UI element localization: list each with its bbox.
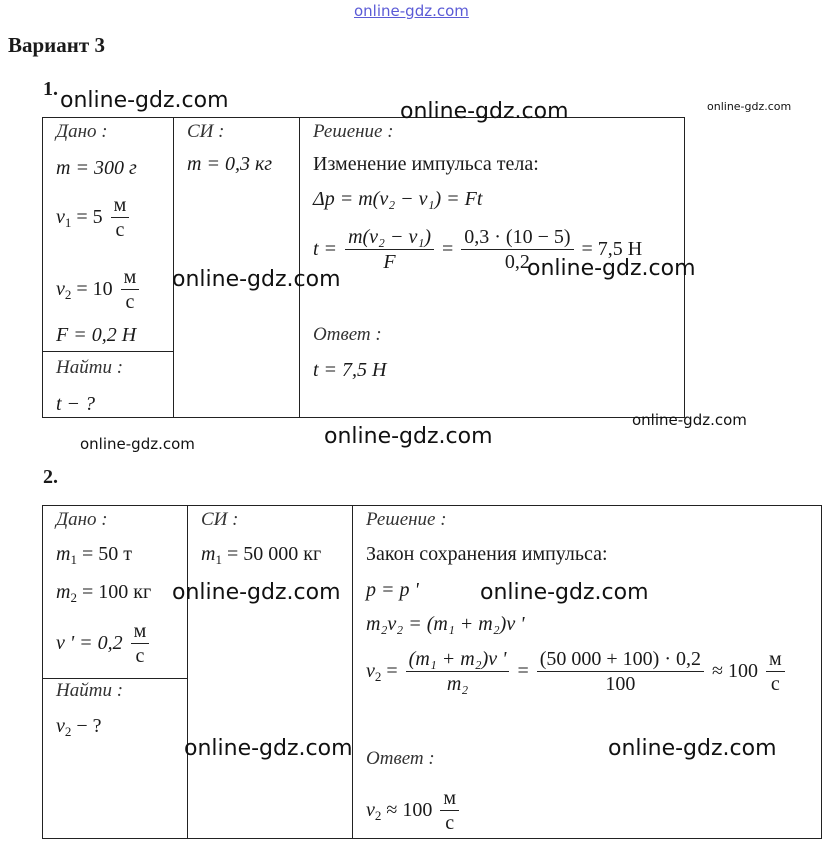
p2-solution-eq3: $v_2$ = $\frac{\text{(m₁ + m₂)v '}}{\text{m₂}}$ = $\frac{(50 000 + 100) \cdot 0,2}{100}$ ≈ 100 $\frac{м}{с}$ [366,648,788,697]
p1-solution-eq1: Δp = m(v₂ − v₁) = Ft [313,188,483,210]
p1-given-label: Дано : [56,121,108,142]
problem-2-number: 2. [43,466,58,488]
p1-find-value: t − ? [56,393,96,415]
watermark: online-gdz.com [632,411,747,429]
p1-solution-label: Решение : [313,121,394,142]
p1-si-label: СИ : [187,121,225,142]
p2-given-v: v ' = 0,2 $\frac{м}{с}$ [56,620,152,669]
p1-given-m: m = 300 г [56,157,137,179]
p2-find-cell [42,678,188,839]
watermark: online-gdz.com [172,267,341,292]
p2-find-label: Найти : [56,680,124,701]
p1-si-value: m = 0,3 кг [187,153,273,175]
p2-solution-eq2: m₂v₂ = (m₁ + m₂)v ' [366,613,525,635]
p1-find-label: Найти : [56,357,124,378]
watermark: online-gdz.com [80,435,195,453]
p2-find-value: $v_2$ − ? [56,715,102,739]
p2-answer-label: Ответ : [366,748,435,769]
watermark: online-gdz.com [400,99,569,124]
p2-given-m2: $m_2 = 100$ кг [56,581,152,605]
p2-si-value: $m_1 = 50$ 000 кг [201,543,322,567]
p1-given-F: F = 0,2 Н [56,324,137,346]
p2-solution-eq1: p = p ' [366,579,419,601]
watermark: online-gdz.com [608,736,777,761]
watermark: online-gdz.com [184,736,353,761]
variant-title: Вариант 3 [8,33,105,57]
p2-si-label: СИ : [201,509,239,530]
p1-given-v2: $v_2 = 10$ $\frac{м}{с}$ [56,266,142,315]
watermark: online-gdz.com [527,256,696,281]
p1-solution-intro: Изменение импульса тела: [313,153,539,175]
p1-solution-eq2: t = $\frac{\text{m(v₂ − v₁)}}{F}$ = $\frac{0,3 \cdot (10 - 5)}{0,2}$ = 7,5 Н [313,226,643,273]
watermark: online-gdz.com [60,88,229,113]
p2-answer-value: $v_2 \approx 100$ $\frac{м}{с}$ [366,787,462,836]
watermark: online-gdz.com [324,424,493,449]
p1-answer-value: t = 7,5 Н [313,359,387,381]
p2-given-m1: $m_1 = 50$ т [56,543,132,567]
watermark: online-gdz.com [172,580,341,605]
problem-1-number: 1. [43,78,58,100]
watermark: online-gdz.com [480,580,649,605]
watermark: online-gdz.com [707,100,792,113]
p1-answer-label: Ответ : [313,324,382,345]
p2-given-label: Дано : [56,509,108,530]
p1-given-v1: $v_1 = 5$ $\frac{м}{с}$ [56,194,132,243]
p2-solution-label: Решение : [366,509,447,530]
top-watermark-link[interactable]: online-gdz.com [354,2,469,20]
p2-solution-intro: Закон сохранения импульса: [366,543,608,565]
